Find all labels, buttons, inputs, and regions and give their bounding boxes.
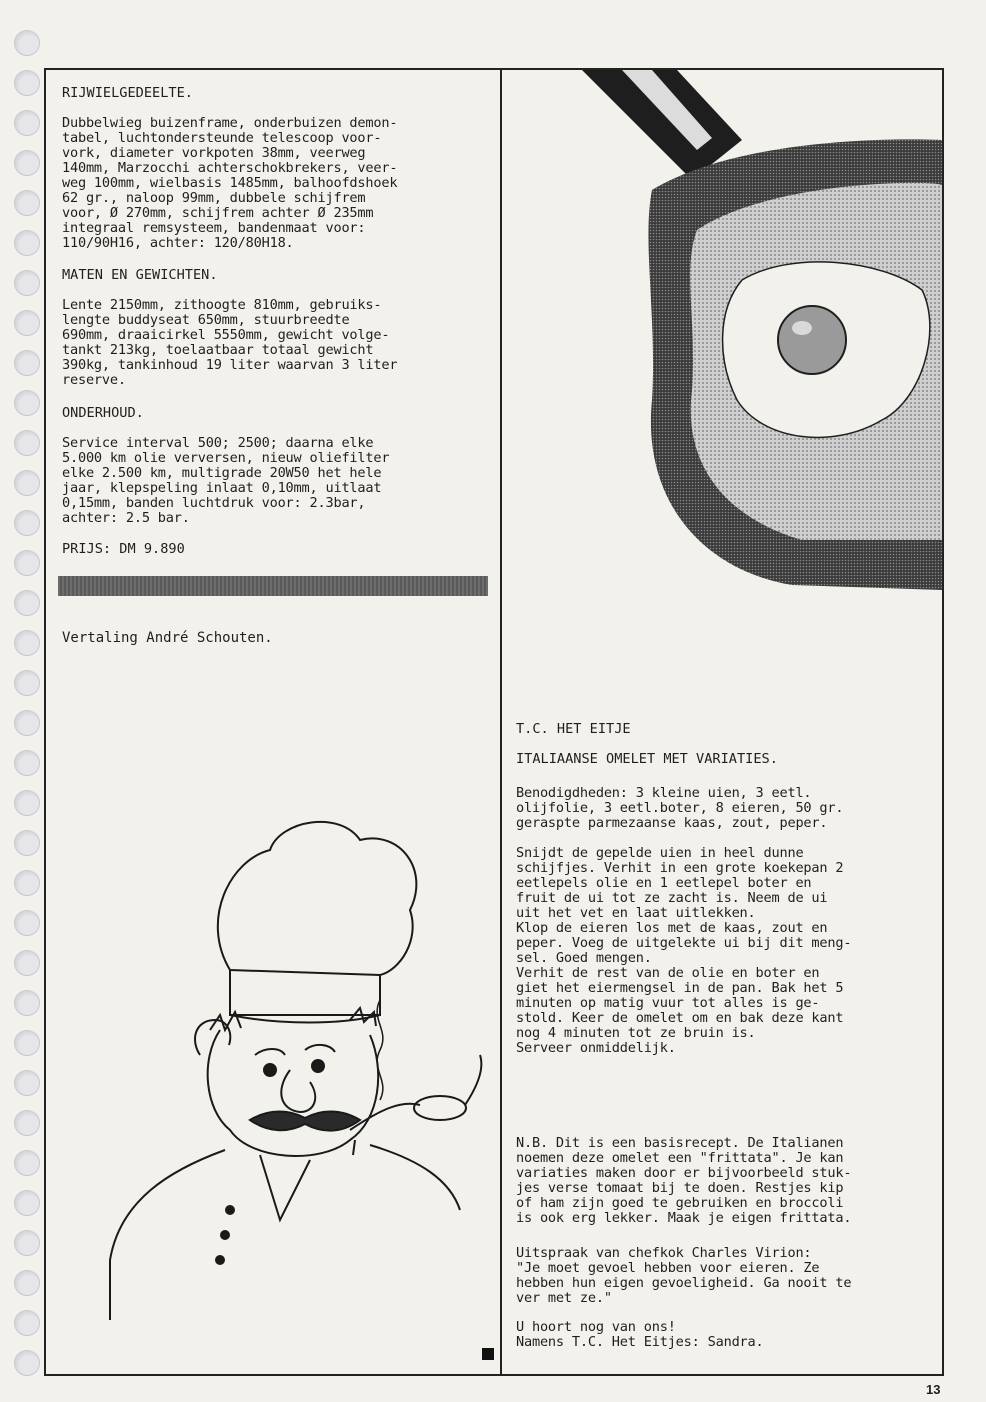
binder-hole	[14, 990, 40, 1016]
binder-hole	[14, 150, 40, 176]
binder-hole	[14, 350, 40, 376]
chef-quote: Uitspraak van chefkok Charles Virion: "Je moet gevoel hebben voor eieren. Ze hebben hun eigen gevoeligheid. Ga nooit te ver met ze."	[516, 1245, 852, 1306]
grey-separator-bar	[58, 576, 488, 596]
signoff: U hoort nog van ons! Namens T.C. Het Eitjes: Sandra.	[516, 1319, 764, 1350]
binder-hole	[14, 30, 40, 56]
binder-hole	[14, 510, 40, 536]
binder-hole	[14, 390, 40, 416]
binder-holes	[14, 30, 42, 1390]
section-text-maten: Lente 2150mm, zithoogte 810mm, gebruiks- lengte buddyseat 650mm, stuurbreedte 690mm, draaicirkel 5550mm, gewicht volge- tankt 213kg, toelaatbaar totaal gewicht 390kg, tankinhoud 19 liter waarvan 3 liter reserve.	[62, 297, 398, 388]
binder-hole	[14, 1070, 40, 1096]
page-number: 13	[926, 1382, 941, 1397]
recipe-title: ITALIAANSE OMELET MET VARIATIES.	[516, 751, 778, 767]
binder-hole	[14, 1310, 40, 1336]
binder-hole	[14, 550, 40, 576]
binder-hole	[14, 630, 40, 656]
chef-with-spoon-illustration	[80, 800, 500, 1320]
club-name: T.C. HET EITJE	[516, 721, 631, 737]
binder-hole	[14, 910, 40, 936]
binder-hole	[14, 1030, 40, 1056]
binder-hole	[14, 1350, 40, 1376]
section-heading-rijwielgedeelte: RIJWIELGEDEELTE.	[62, 85, 193, 101]
binder-hole	[14, 710, 40, 736]
binder-hole	[14, 190, 40, 216]
binder-hole	[14, 470, 40, 496]
recipe-note: N.B. Dit is een basisrecept. De Italianen noemen deze omelet een "frittata". Je kan variaties maken door er bijvoorbeeld stuk- jes verse tomaat bij te doen. Restjes kip of ham zijn goed te gebruiken en broccoli is ook erg lekker. Maak je eigen frittata.	[516, 1135, 852, 1226]
binder-hole	[14, 1270, 40, 1296]
binder-hole	[14, 790, 40, 816]
section-text-rijwielgedeelte: Dubbelwieg buizenframe, onderbuizen demon- tabel, luchtondersteunde telescoop voor- vork, diameter vorkpoten 38mm, veerweg 140mm, Marzocchi achterschokbrekers, veer- weg 100mm, wielbasis 1485mm, balhoofdshoek 62 gr., naloop 99mm, dubbele schijfrem voor, Ø 270mm, schijfrem achter Ø 235mm integraal remsysteem, bandenmaat voor: 110/90H16, achter: 120/80H18.	[62, 115, 398, 251]
binder-hole	[14, 430, 40, 456]
binder-hole	[14, 310, 40, 336]
binder-hole	[14, 950, 40, 976]
frying-pan-egg-illustration	[502, 70, 942, 600]
binder-hole	[14, 750, 40, 776]
binder-hole	[14, 590, 40, 616]
recipe-instructions: Snijdt de gepelde uien in heel dunne schijfjes. Verhit in een grote koekepan 2 eetlepels olie en 1 eetlepel boter en fruit de ui tot ze zacht is. Neem de ui uit het vet en laat uitlekken. Klop de eieren los met de kaas, zout en peper. Voeg de uitgelekte ui bij dit meng- sel. Goed mengen. Verhit de rest van de olie en boter en giet het eiermengsel in de pan. Bak het 5 minuten op matig vuur tot alles is ge- stold. Keer de omelet om en bak deze kant nog 4 minuten tot ze bruin is. Serveer onmiddelijk.	[516, 845, 852, 1056]
binder-hole	[14, 870, 40, 896]
binder-hole	[14, 110, 40, 136]
binder-hole	[14, 670, 40, 696]
binder-hole	[14, 830, 40, 856]
binder-hole	[14, 1230, 40, 1256]
binder-hole	[14, 70, 40, 96]
section-text-onderhoud: Service interval 500; 2500; daarna elke 5.000 km olie verversen, nieuw oliefilter elke 2.500 km, multigrade 20W50 het hele jaar, klepspeling inlaat 0,10mm, uitlaat 0,15mm, banden luchtdruk voor: 2.3bar, achter: 2.5 bar.	[62, 435, 390, 526]
binder-hole	[14, 1190, 40, 1216]
binder-hole	[14, 270, 40, 296]
binder-hole	[14, 230, 40, 256]
binder-hole	[14, 1150, 40, 1176]
end-marker	[482, 1348, 494, 1360]
recipe-ingredients: Benodigdheden: 3 kleine uien, 3 eetl. olijfolie, 3 eetl.boter, 8 eieren, 50 gr. geraspte parmezaanse kaas, zout, peper.	[516, 785, 844, 831]
section-heading-maten: MATEN EN GEWICHTEN.	[62, 267, 218, 283]
price: PRIJS: DM 9.890	[62, 541, 185, 557]
translation-credit: Vertaling André Schouten.	[62, 630, 273, 646]
binder-hole	[14, 1110, 40, 1136]
section-heading-onderhoud: ONDERHOUD.	[62, 405, 144, 421]
